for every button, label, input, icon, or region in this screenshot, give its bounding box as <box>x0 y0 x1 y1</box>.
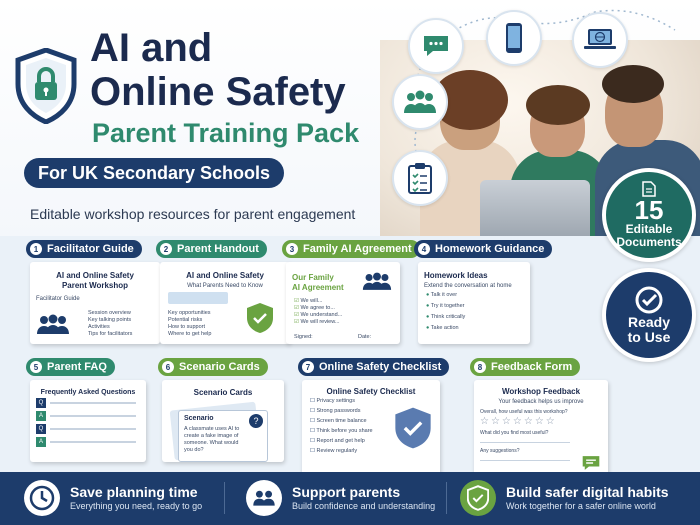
card-online-safety-checklist <box>298 358 444 466</box>
hero-section <box>0 0 700 240</box>
card-header: 1 Facilitator Guide <box>26 240 142 258</box>
card-facilitator-guide <box>26 240 168 348</box>
card-header: 6 Scenario Cards <box>158 358 268 376</box>
card-sheet: AI and Online Safety What Parents Need to Know Key opportunities Potential risks How to support Where to get help <box>160 262 290 344</box>
shield-check-icon <box>246 302 274 334</box>
check-circle-icon <box>634 285 664 315</box>
card-header: 4 Homework Guidance <box>414 240 552 258</box>
card-parent-handout <box>156 240 298 348</box>
card-sheet: Workshop Feedback Your feedback helps us improve Overall, how useful was this workshop? ☆☆☆☆☆☆☆ What did you find most useful? Any suggestions? <box>474 380 608 488</box>
card-header: 8 Feedback Form <box>470 358 580 376</box>
editable-documents-badge: 15 Editable Documents <box>602 168 696 262</box>
audience-pill: For UK Secondary Schools <box>24 158 284 188</box>
card-header: 2 Parent Handout <box>156 240 267 258</box>
people-icon <box>246 480 282 516</box>
card-parent-faq <box>26 358 148 466</box>
phone-icon <box>486 10 542 66</box>
family-group-icon <box>392 74 448 130</box>
card-sheet: Scenario Cards Scenario A classmate uses AI to create a fake image of someone. What would you do? ? <box>162 380 284 462</box>
shield-check-icon <box>394 406 432 450</box>
card-sheet: Frequently Asked Questions Q A Q A <box>30 380 146 462</box>
speech-bubble-icon <box>580 454 602 472</box>
subtitle: Editable workshop resources for parent engagement <box>30 206 356 222</box>
feature-save-time: Save planning time Everything you need, ready to go <box>24 478 202 518</box>
ready-to-use-badge: Ready to Use <box>602 268 696 362</box>
card-scenario-cards <box>158 358 286 466</box>
family-icon <box>362 272 392 290</box>
shield-lock-icon <box>14 48 78 124</box>
card-sheet: Online Safety Checklist ☐ Privacy settings ☐ Strong passwords ☐ Screen time balance ☐ Think before you share ☐ Report and get help ☐ Review regularly <box>302 380 440 488</box>
laptop-globe-icon <box>572 12 628 68</box>
card-feedback-form <box>470 358 610 466</box>
feature-support-parents: Support parents Build confidence and understanding <box>246 478 435 518</box>
title-line-2: Online Safety <box>90 70 346 114</box>
chat-icon <box>408 18 464 74</box>
card-header: 5 Parent FAQ <box>26 358 115 376</box>
card-header: 7 Online Safety Checklist <box>298 358 449 376</box>
card-sheet: AI and Online Safety Parent Workshop Facilitator Guide Session overview Key talking points Activities Tips for facilitators <box>30 262 160 344</box>
title-line-1: AI and <box>90 26 213 70</box>
card-header: 3 Family AI Agreement <box>282 240 420 258</box>
star-rating: ☆☆☆☆☆☆☆ <box>480 416 557 427</box>
clipboard-icon <box>392 150 448 206</box>
card-family-ai-agreement <box>282 240 412 348</box>
card-homework-guidance <box>414 240 545 348</box>
title-line-3: Parent Training Pack <box>92 118 360 148</box>
question-icon: ? <box>249 414 263 428</box>
feature-safer-habits: Build safer digital habits Work together for a safer online world <box>460 478 669 518</box>
card-sheet: Homework Ideas Extend the conversation at home ● Talk it over ● Try it together ● Think critically ● Take action <box>418 262 530 344</box>
card-sheet: Our Family AI Agreement ☑ We will... ☑ We agree to... ☑ We understand... ☑ We will review... Signed: Date: <box>286 262 400 344</box>
people-icon <box>36 314 70 334</box>
shield-check-icon <box>460 480 496 516</box>
clock-icon <box>24 480 60 516</box>
